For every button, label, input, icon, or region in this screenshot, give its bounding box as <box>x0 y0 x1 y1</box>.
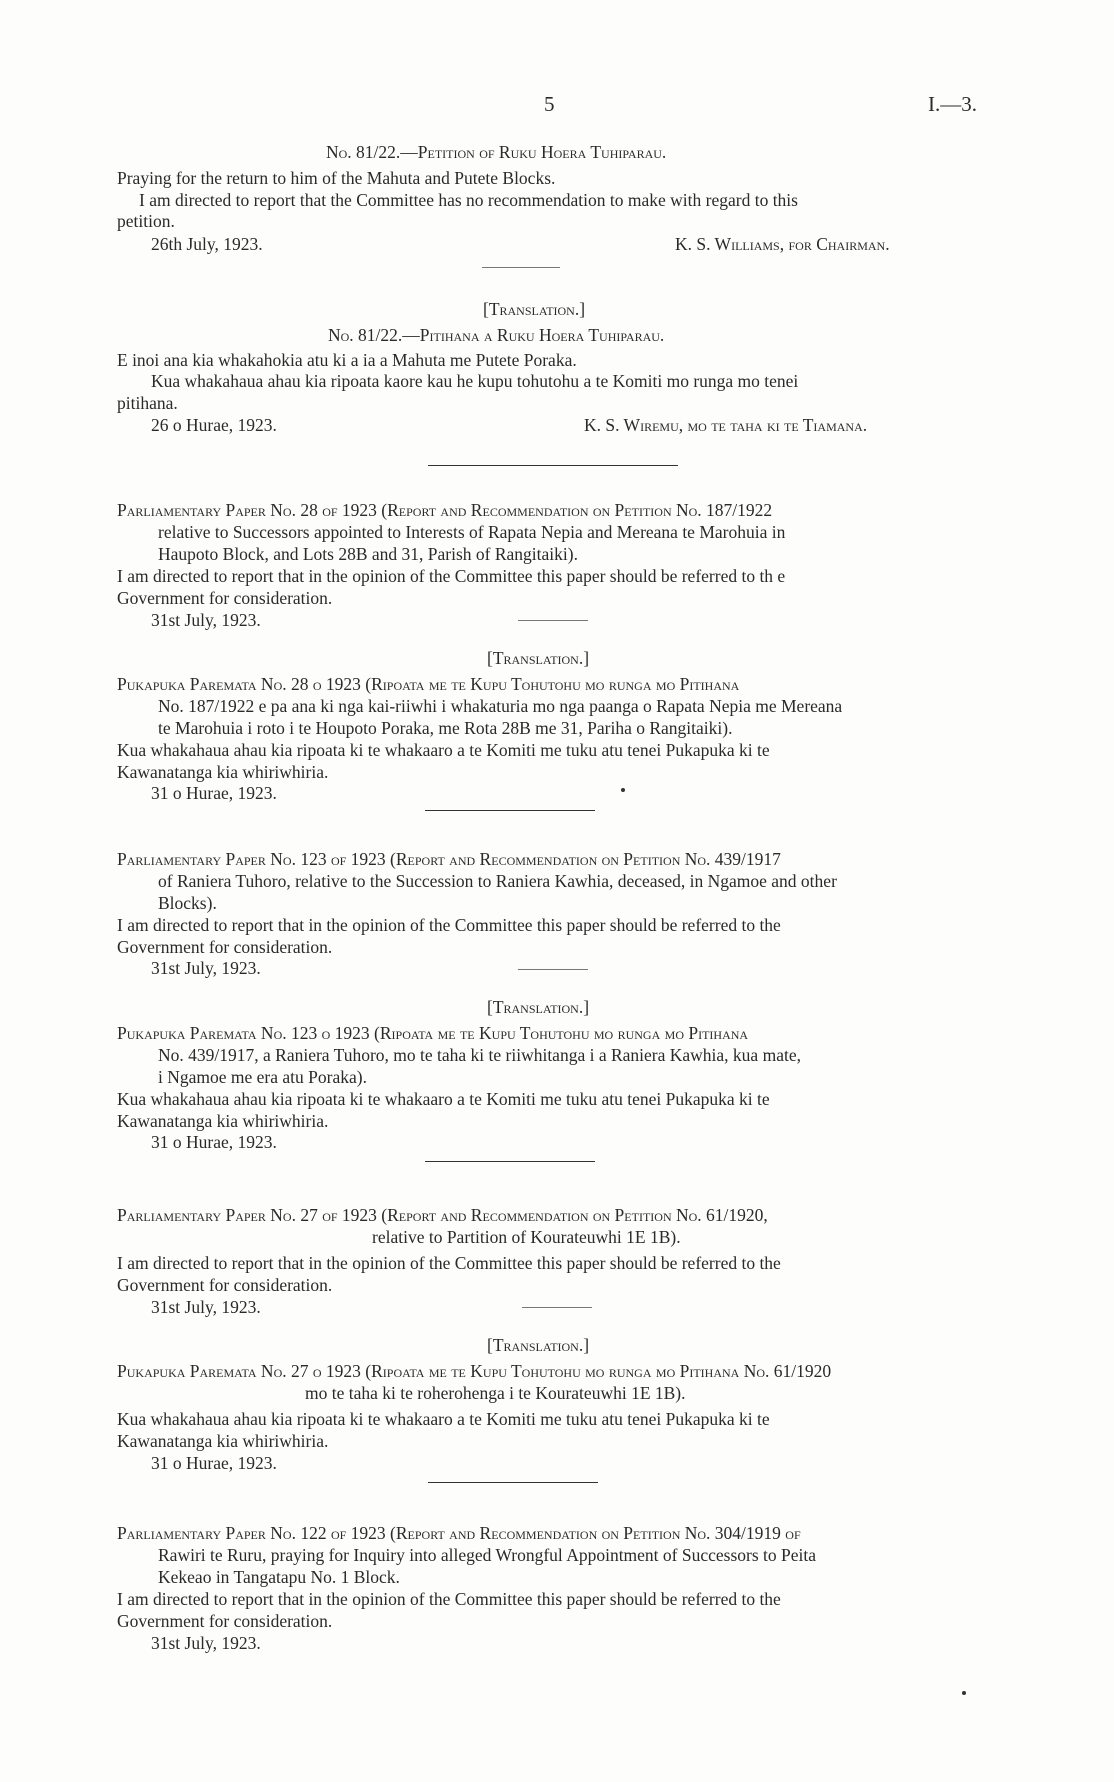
signature: K. S. Williams, for Chairman. <box>675 234 890 254</box>
petition-prayer: Praying for the return to him of the Mahuta and Putete Blocks. <box>117 168 556 188</box>
paper-heading-cont: relative to Successors appointed to Interests of Rapata Nepia and Mereana te Marohuia in <box>158 522 786 542</box>
paper-heading-translation-cont: te Marohuia i roto i te Houpoto Poraka, me Rota 28B me 31, Pariha o Rangitaiki). <box>158 718 733 738</box>
divider <box>518 969 588 970</box>
translation-heading: [Translation.] <box>487 1335 590 1355</box>
report-text: I am directed to report that in the opinion of the Committee this paper should be referred to the <box>117 1253 781 1273</box>
paper-heading-cont: Blocks). <box>158 893 217 913</box>
report-text-translation-cont: pitihana. <box>117 393 178 413</box>
paper-heading-translation: Pukapuka Paremata No. 123 o 1923 (Ripoata me te Kupu Tohutohu mo runga mo Pitihana <box>117 1023 749 1043</box>
paper-heading-cont: relative to Partition of Kourateuwhi 1E 1B). <box>372 1227 681 1247</box>
report-text: I am directed to report that the Committee has no recommendation to make with regard to this <box>139 190 798 210</box>
report-date-translation: 31 o Hurae, 1923. <box>151 1453 277 1473</box>
report-text-cont: Government for consideration. <box>117 1275 333 1295</box>
report-date: 31st July, 1923. <box>151 958 261 978</box>
report-text-translation: Kua whakahaua ahau kia ripoata ki te whakaaro a te Komiti me tuku atu tenei Pukapuka ki te <box>117 1089 770 1109</box>
ink-speck <box>621 788 625 792</box>
signature-translation: K. S. Wiremu, mo te taha ki te Tiamana. <box>584 415 868 435</box>
report-text: I am directed to report that in the opinion of the Committee this paper should be referred to the <box>117 1589 781 1609</box>
paper-heading-translation-cont: No. 439/1917, a Raniera Tuhoro, mo te taha ki te riiwhitanga i a Raniera Kawhia, kua mate, <box>158 1045 801 1065</box>
petition-prayer-translation: E inoi ana kia whakahokia atu ki a ia a Mahuta me Putete Poraka. <box>117 350 577 370</box>
report-date: 31st July, 1923. <box>151 610 261 630</box>
paper-heading-translation-cont: No. 187/1922 e pa ana ki nga kai-riiwhi i whakaturia mo nga paanga o Rapata Nepia me Mereana <box>158 696 843 716</box>
report-text-translation: Kua whakahaua ahau kia ripoata kaore kau he kupu tohutohu a te Komiti mo runga mo tenei <box>151 371 799 391</box>
paper-heading-translation-cont: mo te taha ki te roherohenga i te Kourateuwhi 1E 1B). <box>305 1383 686 1403</box>
report-date-translation: 31 o Hurae, 1923. <box>151 1132 277 1152</box>
report-text-cont: petition. <box>117 211 175 231</box>
paper-heading-cont: Kekeao in Tangatapu No. 1 Block. <box>158 1567 400 1587</box>
document-reference: I.—3. <box>928 92 977 116</box>
paper-heading: Parliamentary Paper No. 27 of 1923 (Report and Recommendation on Petition No. 61/1920, <box>117 1205 768 1225</box>
report-date: 31st July, 1923. <box>151 1297 261 1317</box>
translation-heading: [Translation.] <box>487 997 590 1017</box>
report-date-translation: 31 o Hurae, 1923. <box>151 783 277 803</box>
divider <box>482 267 560 268</box>
paper-heading-cont: Haupoto Block, and Lots 28B and 31, Parish of Rangitaiki). <box>158 544 578 564</box>
paper-heading-translation: Pukapuka Paremata No. 27 o 1923 (Ripoata me te Kupu Tohutohu mo runga mo Pitihana No. 61/1920 <box>117 1361 832 1381</box>
petition-title: No. 81/22.—Petition of Ruku Hoera Tuhiparau. <box>326 142 667 162</box>
report-date: 26th July, 1923. <box>151 234 263 254</box>
paper-heading-cont: of Raniera Tuhoro, relative to the Succession to Raniera Kawhia, deceased, in Ngamoe and other <box>158 871 837 891</box>
report-text-translation-cont: Kawanatanga kia whiriwhiria. <box>117 762 329 782</box>
translation-heading: [Translation.] <box>483 299 586 319</box>
report-date-translation: 26 o Hurae, 1923. <box>151 415 277 435</box>
section-divider <box>428 1482 598 1483</box>
section-divider <box>428 465 678 466</box>
paper-heading-translation: Pukapuka Paremata No. 28 o 1923 (Ripoata me te Kupu Tohutohu mo runga mo Pitihana <box>117 674 740 694</box>
section-divider <box>425 1161 595 1162</box>
ink-speck <box>962 1691 966 1695</box>
report-text-translation-cont: Kawanatanga kia whiriwhiria. <box>117 1111 329 1131</box>
translation-heading: [Translation.] <box>487 648 590 668</box>
petition-title-translation: No. 81/22.—Pitihana a Ruku Hoera Tuhiparau. <box>328 325 665 345</box>
report-text-translation-cont: Kawanatanga kia whiriwhiria. <box>117 1431 329 1451</box>
report-text: I am directed to report that in the opinion of the Committee this paper should be referred to th e <box>117 566 786 586</box>
paper-heading-cont: Rawiri te Ruru, praying for Inquiry into alleged Wrongful Appointment of Successors to Peita <box>158 1545 817 1565</box>
divider <box>522 1307 592 1308</box>
report-text: I am directed to report that in the opinion of the Committee this paper should be referred to the <box>117 915 781 935</box>
paper-heading: Parliamentary Paper No. 28 of 1923 (Report and Recommendation on Petition No. 187/1922 <box>117 500 773 520</box>
paper-heading: Parliamentary Paper No. 122 of 1923 (Report and Recommendation on Petition No. 304/1919 of <box>117 1523 801 1543</box>
report-text-translation: Kua whakahaua ahau kia ripoata ki te whakaaro a te Komiti me tuku atu tenei Pukapuka ki te <box>117 1409 770 1429</box>
report-text-cont: Government for consideration. <box>117 937 333 957</box>
page-number: 5 <box>544 92 555 116</box>
section-divider <box>425 810 595 811</box>
report-text-cont: Government for consideration. <box>117 588 333 608</box>
divider <box>518 620 588 621</box>
report-date: 31st July, 1923. <box>151 1633 261 1653</box>
report-text-cont: Government for consideration. <box>117 1611 333 1631</box>
paper-heading: Parliamentary Paper No. 123 of 1923 (Report and Recommendation on Petition No. 439/1917 <box>117 849 781 869</box>
paper-heading-translation-cont: i Ngamoe me era atu Poraka). <box>158 1067 367 1087</box>
report-text-translation: Kua whakahaua ahau kia ripoata ki te whakaaro a te Komiti me tuku atu tenei Pukapuka ki te <box>117 740 770 760</box>
